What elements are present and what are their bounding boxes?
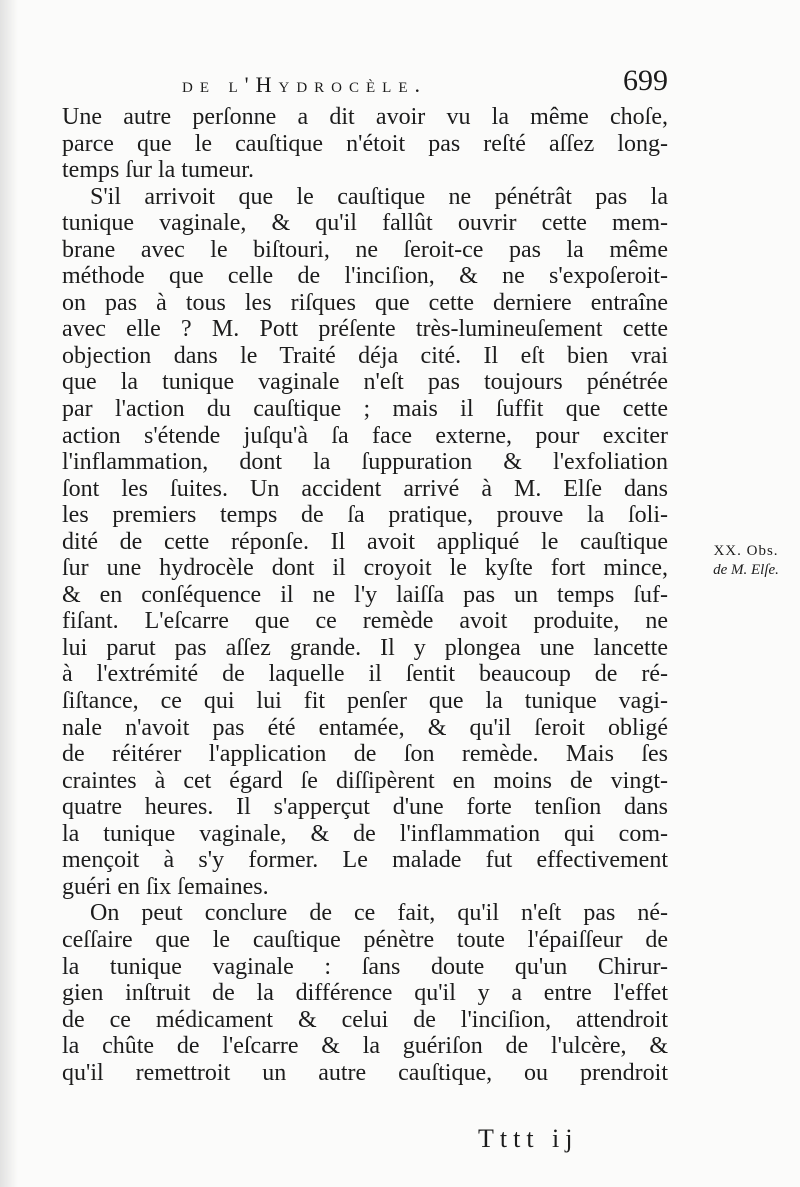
text-line: guéri en ſix ſemaines.: [62, 873, 269, 900]
text-line: l'inflammation, dont la ſuppuration & l'exfoliation: [62, 449, 668, 476]
text-line: lui parut pas aſſez grande. Il y plongea une lancette: [62, 634, 668, 661]
text-line: nale n'avoit pas été entamée, & qu'il ſeroit obligé: [62, 714, 668, 741]
text-line: les premiers temps de ſa pratique, prouve la ſoli-: [62, 502, 668, 529]
text-line: on pas à tous les riſques que cette derniere entraîne: [62, 289, 668, 316]
text-line: Une autre perſonne a dit avoir vu la même choſe,: [62, 104, 668, 130]
text-line: & en conſéquence il ne l'y laiſſa pas un temps ſuf-: [62, 581, 668, 608]
signature-mark: Tttt ij: [478, 1124, 579, 1153]
text-line: de réitérer l'application de ſon remède. Mais ſes: [62, 741, 668, 768]
text-line: fiſant. L'eſcarre que ce remède avoit produite, ne: [62, 608, 668, 635]
text-line: brane avec le biſtouri, ne ſeroit-ce pas la même: [62, 236, 668, 263]
text-line: la tunique vaginale, & de l'inflammation qui com-: [62, 820, 668, 847]
text-line: mençoit à s'y former. Le malade fut effectivement: [62, 847, 668, 874]
running-title: de l'Hydrocèle.: [182, 72, 428, 97]
margin-note: [700, 542, 792, 580]
body-text: [62, 104, 668, 1086]
text-line: ſont les ſuites. Un accident arrivé à M. Elſe dans: [62, 475, 668, 502]
text-line: ſur une hydrocèle dont il croyoit le kyſte fort mince,: [62, 555, 668, 582]
text-line: gien inſtruit de la différence qu'il y a entre l'effet: [62, 980, 668, 1007]
text-line: objection dans le Traité déja cité. Il eſt bien vrai: [62, 342, 668, 369]
text-line: ſiſtance, ce qui lui fit penſer que la tunique vagi-: [62, 688, 668, 715]
text-line: temps ſur la tumeur.: [62, 157, 254, 184]
text-line: craintes à cet égard ſe diſſipèrent en moins de vingt-: [62, 767, 668, 794]
text-line: S'il arrivoit que le cauſtique ne pénétrât pas la: [90, 183, 668, 210]
text-line: de ce médicament & celui de l'inciſion, attendroit: [62, 1006, 668, 1033]
text-line: la tunique vaginale : ſans doute qu'un Chirur-: [62, 953, 668, 980]
text-line: à l'extrémité de laquelle il ſentit beaucoup de ré-: [62, 661, 668, 688]
running-head: [58, 62, 668, 102]
text-line: qu'il remettroit un autre cauſtique, ou prendroit: [62, 1059, 668, 1086]
text-line: avec elle ? M. Pott préſente très-lumineuſement cette: [62, 316, 668, 343]
text-line: que la tunique vaginale n'eſt pas toujours pénétrée: [62, 369, 668, 396]
page-number: 699: [623, 64, 668, 97]
text-line: On peut conclure de ce fait, qu'il n'eſt pas né-: [90, 900, 668, 927]
margin-note-subtitle: de M. Elſe.: [713, 562, 779, 578]
text-line: dité de cette réponſe. Il avoit appliqué le cauſtique: [62, 528, 668, 555]
text-line: quatre heures. Il s'apperçut d'une forte tenſion dans: [62, 794, 668, 821]
text-line: ceſſaire que le cauſtique pénètre toute l'épaiſſeur de: [62, 926, 668, 953]
text-line: méthode que celle de l'inciſion, & ne s'expoſeroit-: [62, 263, 668, 290]
margin-note-title: XX. Obs.: [713, 543, 779, 559]
text-line: la chûte de l'eſcarre & la guériſon de l'ulcère, &: [62, 1033, 668, 1060]
text-line: par l'action du cauſtique ; mais il ſuffit que cette: [62, 396, 668, 423]
text-line: action s'étende juſqu'à ſa face externe, pour exciter: [62, 422, 668, 449]
gutter-shadow: [0, 0, 18, 1187]
text-line: parce que le cauſtique n'étoit pas reſté aſſez long-: [62, 130, 668, 157]
text-line: tunique vaginale, & qu'il fallût ouvrir cette mem-: [62, 210, 668, 237]
